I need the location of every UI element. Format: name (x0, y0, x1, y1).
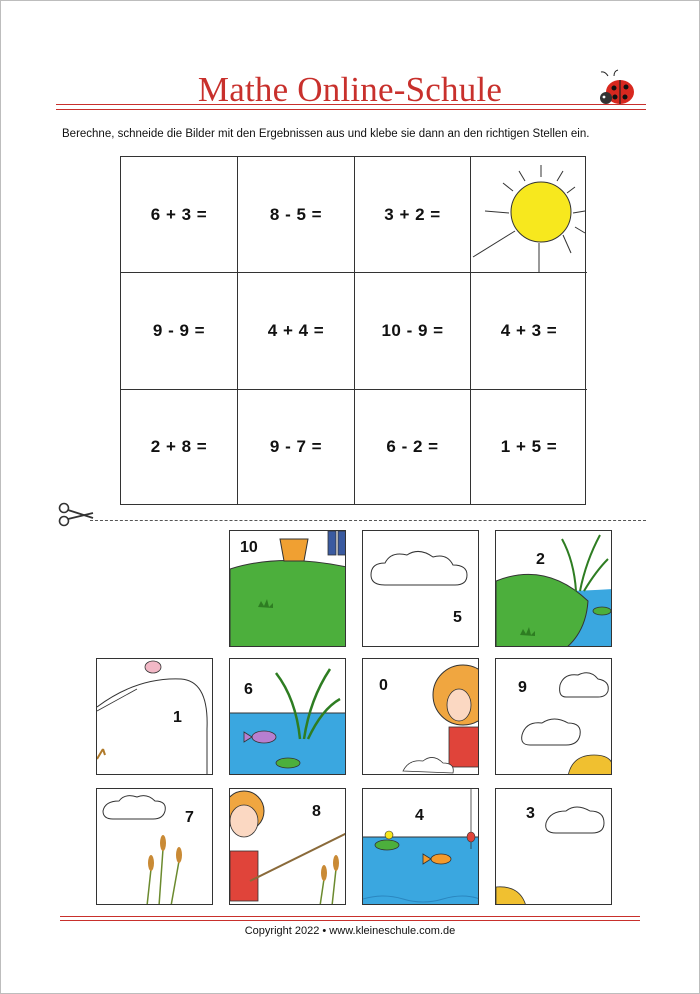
tile-number: 5 (453, 609, 462, 626)
puzzle-tile[interactable] (362, 530, 479, 647)
tile-number: 3 (526, 805, 535, 822)
tile-number: 6 (244, 681, 253, 698)
grid-cell: 6 - 2 = (355, 390, 471, 504)
page-title: Mathe Online-Schule (197, 70, 503, 109)
scissors-icon (57, 502, 95, 528)
puzzle-tile[interactable] (362, 658, 479, 775)
footer-rule-bottom (60, 920, 640, 921)
tile-number: 4 (415, 807, 424, 824)
grid-cell: 9 - 7 = (238, 390, 355, 504)
puzzle-tile[interactable] (362, 788, 479, 905)
puzzle-tile[interactable] (229, 788, 346, 905)
footer-rule-top (60, 916, 640, 917)
grid-cell: 3 + 2 = (355, 157, 471, 273)
tile-number: 10 (240, 539, 258, 556)
footer-copyright: Copyright 2022 • www.kleineschule.com.de (244, 925, 456, 937)
puzzle-tile[interactable] (96, 788, 213, 905)
puzzle-tile[interactable] (229, 530, 346, 647)
grid-cell: 9 - 9 = (121, 273, 238, 390)
sun-cell (471, 157, 587, 273)
puzzle-tile[interactable] (495, 530, 612, 647)
grid-cell: 6 + 3 = (121, 157, 238, 273)
puzzle-tile[interactable] (96, 658, 213, 775)
puzzle-tile[interactable] (229, 658, 346, 775)
grid-cell: 4 + 4 = (238, 273, 355, 390)
grid-cell: 8 - 5 = (238, 157, 355, 273)
grid-cell: 1 + 5 = (500, 437, 558, 456)
ladybug-icon (594, 68, 642, 112)
puzzle-tile[interactable] (495, 788, 612, 905)
tile-number: 2 (536, 551, 545, 568)
grid-cell: 10 - 9 = (355, 273, 471, 390)
tile-number: 0 (379, 677, 388, 694)
exercise-grid (120, 156, 586, 505)
tile-number: 8 (312, 803, 321, 820)
grid-cell: 4 + 3 = (471, 273, 587, 390)
tile-number: 9 (518, 679, 527, 696)
grid-cell: 2 + 8 = (121, 390, 238, 504)
puzzle-tile[interactable] (495, 658, 612, 775)
cut-line (90, 520, 646, 521)
tile-number: 7 (185, 809, 194, 826)
tile-number: 1 (173, 709, 182, 726)
instructions: Berechne, schneide die Bilder mit den Ergebnissen aus und klebe sie dann an den richtigen Stellen ein. (62, 128, 590, 140)
sun-icon (471, 157, 587, 273)
